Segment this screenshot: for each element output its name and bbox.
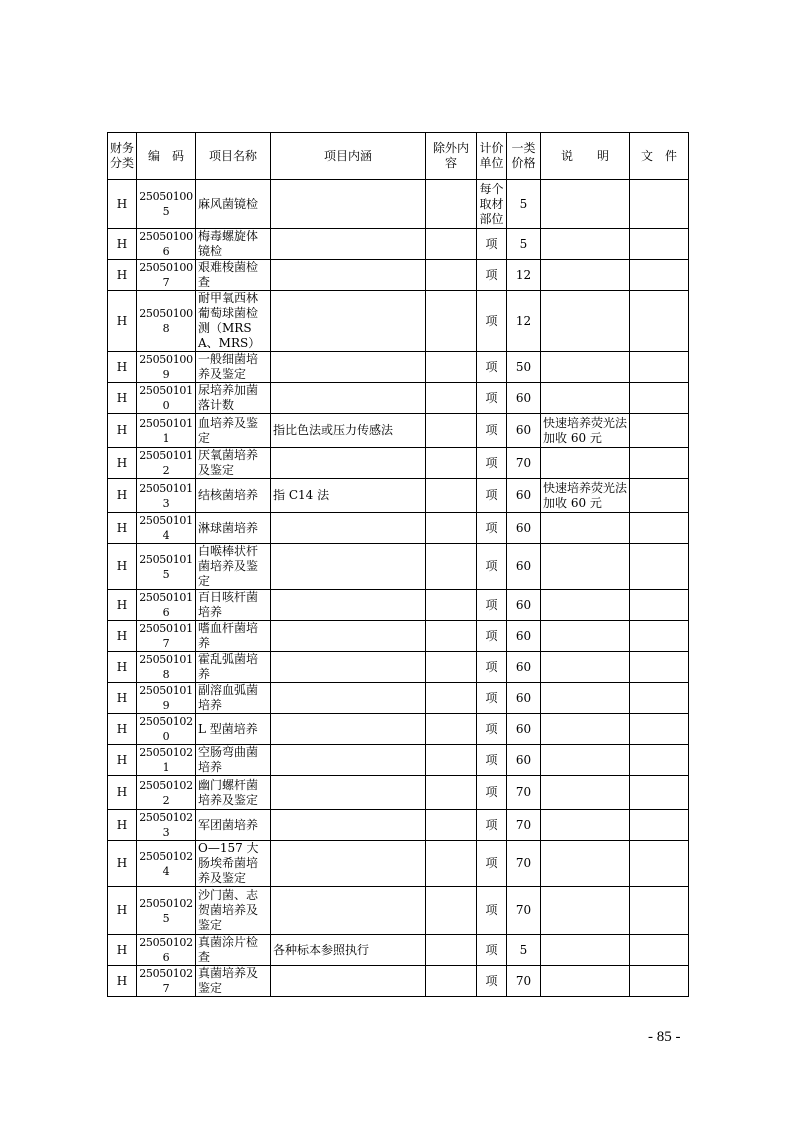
cell-unit: 项	[477, 841, 507, 887]
cell-content: 指 C14 法	[271, 479, 426, 513]
cell-exclusion	[426, 776, 477, 810]
table-row	[108, 414, 689, 448]
cell-document	[630, 513, 689, 544]
cell-name: 沙门菌、志贺菌培养及鉴定	[196, 887, 271, 935]
cell-content	[271, 776, 426, 810]
cell-exclusion	[426, 291, 477, 352]
cell-note	[541, 621, 630, 652]
cell-category: H	[108, 841, 137, 887]
cell-exclusion	[426, 479, 477, 513]
cell-code: 250501008	[137, 291, 196, 352]
cell-document	[630, 621, 689, 652]
cell-category: H	[108, 683, 137, 714]
cell-category: H	[108, 352, 137, 383]
cell-note: 快速培养荧光法加收 60 元	[541, 414, 630, 448]
cell-exclusion	[426, 810, 477, 841]
cell-document	[630, 590, 689, 621]
cell-note	[541, 383, 630, 414]
cell-note	[541, 291, 630, 352]
cell-exclusion	[426, 513, 477, 544]
table-row	[108, 841, 689, 887]
cell-category: H	[108, 776, 137, 810]
cell-price: 5	[507, 935, 541, 966]
cell-name: 真菌培养及鉴定	[196, 966, 271, 997]
cell-note	[541, 652, 630, 683]
header-price: 一类价格	[507, 133, 541, 180]
cell-name: 霍乱弧菌培养	[196, 652, 271, 683]
cell-content	[271, 229, 426, 260]
cell-unit: 项	[477, 383, 507, 414]
cell-category: H	[108, 745, 137, 776]
cell-name: 幽门螺杆菌培养及鉴定	[196, 776, 271, 810]
cell-name: 真菌涂片检查	[196, 935, 271, 966]
cell-unit: 项	[477, 935, 507, 966]
cell-content	[271, 448, 426, 479]
cell-unit: 项	[477, 352, 507, 383]
cell-price: 60	[507, 544, 541, 590]
cell-price: 60	[507, 683, 541, 714]
cell-exclusion	[426, 652, 477, 683]
table-row	[108, 352, 689, 383]
header-code: 编 码	[137, 133, 196, 180]
cell-name: L 型菌培养	[196, 714, 271, 745]
cell-exclusion	[426, 544, 477, 590]
cell-document	[630, 229, 689, 260]
cell-unit: 项	[477, 652, 507, 683]
cell-note	[541, 544, 630, 590]
cell-content	[271, 887, 426, 935]
cell-note	[541, 745, 630, 776]
cell-document	[630, 352, 689, 383]
cell-category: H	[108, 621, 137, 652]
table-body	[108, 180, 689, 997]
cell-document	[630, 260, 689, 291]
table-row	[108, 590, 689, 621]
cell-name: 梅毒螺旋体镜检	[196, 229, 271, 260]
cell-code: 250501025	[137, 887, 196, 935]
cell-exclusion	[426, 260, 477, 291]
cell-unit: 项	[477, 414, 507, 448]
cell-name: 结核菌培养	[196, 479, 271, 513]
cell-document	[630, 810, 689, 841]
table-row	[108, 544, 689, 590]
cell-price: 60	[507, 590, 541, 621]
cell-content	[271, 260, 426, 291]
cell-code: 250501026	[137, 935, 196, 966]
cell-code: 250501019	[137, 683, 196, 714]
cell-code: 250501022	[137, 776, 196, 810]
cell-note	[541, 841, 630, 887]
cell-content: 各种标本参照执行	[271, 935, 426, 966]
cell-note	[541, 229, 630, 260]
cell-code: 250501014	[137, 513, 196, 544]
cell-exclusion	[426, 841, 477, 887]
cell-unit: 项	[477, 229, 507, 260]
cell-content	[271, 966, 426, 997]
cell-category: H	[108, 966, 137, 997]
cell-exclusion	[426, 448, 477, 479]
cell-unit: 项	[477, 621, 507, 652]
table-row	[108, 260, 689, 291]
cell-unit: 项	[477, 966, 507, 997]
cell-exclusion	[426, 714, 477, 745]
cell-price: 5	[507, 180, 541, 229]
cell-note	[541, 966, 630, 997]
cell-price: 70	[507, 841, 541, 887]
cell-code: 250501012	[137, 448, 196, 479]
cell-content	[271, 714, 426, 745]
cell-code: 250501018	[137, 652, 196, 683]
cell-exclusion	[426, 352, 477, 383]
cell-document	[630, 544, 689, 590]
header-note: 说 明	[541, 133, 630, 180]
cell-name: 一般细菌培养及鉴定	[196, 352, 271, 383]
cell-category: H	[108, 479, 137, 513]
table-row	[108, 966, 689, 997]
cell-unit: 项	[477, 513, 507, 544]
cell-name: 空肠弯曲菌培养	[196, 745, 271, 776]
cell-unit: 项	[477, 683, 507, 714]
price-table	[107, 132, 689, 997]
cell-exclusion	[426, 590, 477, 621]
cell-category: H	[108, 414, 137, 448]
cell-unit: 项	[477, 810, 507, 841]
cell-price: 60	[507, 513, 541, 544]
cell-document	[630, 966, 689, 997]
header-unit: 计价单位	[477, 133, 507, 180]
cell-price: 60	[507, 714, 541, 745]
page-number: - 85 -	[648, 1029, 681, 1045]
cell-code: 250501007	[137, 260, 196, 291]
cell-note	[541, 590, 630, 621]
cell-category: H	[108, 590, 137, 621]
cell-note	[541, 810, 630, 841]
cell-name: 麻风菌镜检	[196, 180, 271, 229]
cell-content	[271, 352, 426, 383]
cell-exclusion	[426, 935, 477, 966]
cell-price: 50	[507, 352, 541, 383]
cell-code: 250501015	[137, 544, 196, 590]
cell-name: O—157 大肠埃希菌培养及鉴定	[196, 841, 271, 887]
table-row	[108, 887, 689, 935]
cell-exclusion	[426, 621, 477, 652]
cell-note	[541, 776, 630, 810]
cell-code: 250501010	[137, 383, 196, 414]
cell-price: 60	[507, 652, 541, 683]
cell-unit: 项	[477, 291, 507, 352]
cell-content	[271, 291, 426, 352]
cell-category: H	[108, 544, 137, 590]
header-row	[108, 133, 689, 180]
cell-price: 5	[507, 229, 541, 260]
cell-note	[541, 683, 630, 714]
cell-exclusion	[426, 229, 477, 260]
table-row	[108, 448, 689, 479]
cell-exclusion	[426, 383, 477, 414]
cell-note	[541, 180, 630, 229]
table-row	[108, 935, 689, 966]
header-category: 财务分类	[108, 133, 137, 180]
cell-document	[630, 448, 689, 479]
header-document: 文 件	[630, 133, 689, 180]
cell-price: 70	[507, 776, 541, 810]
cell-content	[271, 745, 426, 776]
cell-unit: 项	[477, 590, 507, 621]
cell-content	[271, 810, 426, 841]
cell-exclusion	[426, 180, 477, 229]
table-row	[108, 291, 689, 352]
cell-note: 快速培养荧光法加收 60 元	[541, 479, 630, 513]
cell-category: H	[108, 180, 137, 229]
cell-document	[630, 683, 689, 714]
cell-category: H	[108, 887, 137, 935]
cell-name: 白喉棒状杆菌培养及鉴定	[196, 544, 271, 590]
cell-code: 250501024	[137, 841, 196, 887]
table-row	[108, 745, 689, 776]
table-row	[108, 776, 689, 810]
cell-content	[271, 621, 426, 652]
cell-category: H	[108, 513, 137, 544]
cell-exclusion	[426, 683, 477, 714]
cell-price: 70	[507, 887, 541, 935]
cell-price: 60	[507, 414, 541, 448]
cell-price: 60	[507, 479, 541, 513]
cell-category: H	[108, 935, 137, 966]
table-row	[108, 621, 689, 652]
header-content: 项目内涵	[271, 133, 426, 180]
cell-unit: 项	[477, 776, 507, 810]
cell-document	[630, 652, 689, 683]
cell-content	[271, 652, 426, 683]
cell-content	[271, 841, 426, 887]
cell-price: 70	[507, 810, 541, 841]
cell-price: 60	[507, 621, 541, 652]
cell-content	[271, 544, 426, 590]
cell-code: 250501009	[137, 352, 196, 383]
cell-price: 60	[507, 745, 541, 776]
cell-code: 250501011	[137, 414, 196, 448]
cell-document	[630, 841, 689, 887]
cell-content	[271, 180, 426, 229]
cell-category: H	[108, 810, 137, 841]
table-row	[108, 383, 689, 414]
cell-note	[541, 448, 630, 479]
table-row	[108, 810, 689, 841]
cell-unit: 每个取材部位	[477, 180, 507, 229]
cell-note	[541, 513, 630, 544]
cell-price: 12	[507, 291, 541, 352]
cell-category: H	[108, 291, 137, 352]
cell-name: 艰难梭菌检查	[196, 260, 271, 291]
table-row	[108, 229, 689, 260]
table-row	[108, 180, 689, 229]
cell-code: 250501020	[137, 714, 196, 745]
cell-name: 尿培养加菌落计数	[196, 383, 271, 414]
cell-content	[271, 683, 426, 714]
cell-document	[630, 383, 689, 414]
table-row	[108, 513, 689, 544]
cell-content	[271, 513, 426, 544]
cell-category: H	[108, 260, 137, 291]
cell-content	[271, 383, 426, 414]
cell-content: 指比色法或压力传感法	[271, 414, 426, 448]
cell-category: H	[108, 383, 137, 414]
cell-document	[630, 180, 689, 229]
cell-code: 250501006	[137, 229, 196, 260]
cell-note	[541, 935, 630, 966]
cell-category: H	[108, 652, 137, 683]
cell-unit: 项	[477, 887, 507, 935]
cell-category: H	[108, 448, 137, 479]
cell-price: 12	[507, 260, 541, 291]
table-row	[108, 652, 689, 683]
cell-note	[541, 260, 630, 291]
cell-code: 250501016	[137, 590, 196, 621]
cell-exclusion	[426, 966, 477, 997]
cell-note	[541, 887, 630, 935]
cell-document	[630, 776, 689, 810]
cell-unit: 项	[477, 714, 507, 745]
table-row	[108, 714, 689, 745]
cell-document	[630, 414, 689, 448]
cell-document	[630, 887, 689, 935]
cell-note	[541, 714, 630, 745]
cell-document	[630, 479, 689, 513]
cell-name: 血培养及鉴定	[196, 414, 271, 448]
cell-document	[630, 935, 689, 966]
cell-price: 60	[507, 383, 541, 414]
cell-unit: 项	[477, 448, 507, 479]
cell-unit: 项	[477, 479, 507, 513]
cell-content	[271, 590, 426, 621]
cell-name: 百日咳杆菌培养	[196, 590, 271, 621]
cell-price: 70	[507, 966, 541, 997]
cell-name: 耐甲氧西林葡萄球菌检测（MRSA、MRS）	[196, 291, 271, 352]
header-name: 项目名称	[196, 133, 271, 180]
cell-code: 250501023	[137, 810, 196, 841]
cell-name: 军团菌培养	[196, 810, 271, 841]
cell-code: 250501027	[137, 966, 196, 997]
cell-category: H	[108, 229, 137, 260]
cell-price: 70	[507, 448, 541, 479]
cell-code: 250501021	[137, 745, 196, 776]
cell-exclusion	[426, 414, 477, 448]
cell-exclusion	[426, 887, 477, 935]
cell-document	[630, 291, 689, 352]
cell-document	[630, 745, 689, 776]
cell-code: 250501017	[137, 621, 196, 652]
cell-unit: 项	[477, 544, 507, 590]
cell-code: 250501013	[137, 479, 196, 513]
cell-name: 嗜血杆菌培养	[196, 621, 271, 652]
header-exclusion: 除外内容	[426, 133, 477, 180]
table-row	[108, 479, 689, 513]
table-row	[108, 683, 689, 714]
cell-name: 淋球菌培养	[196, 513, 271, 544]
cell-unit: 项	[477, 260, 507, 291]
cell-exclusion	[426, 745, 477, 776]
cell-name: 厌氧菌培养及鉴定	[196, 448, 271, 479]
cell-note	[541, 352, 630, 383]
cell-document	[630, 714, 689, 745]
cell-code: 250501005	[137, 180, 196, 229]
cell-name: 副溶血弧菌培养	[196, 683, 271, 714]
cell-category: H	[108, 714, 137, 745]
cell-unit: 项	[477, 745, 507, 776]
